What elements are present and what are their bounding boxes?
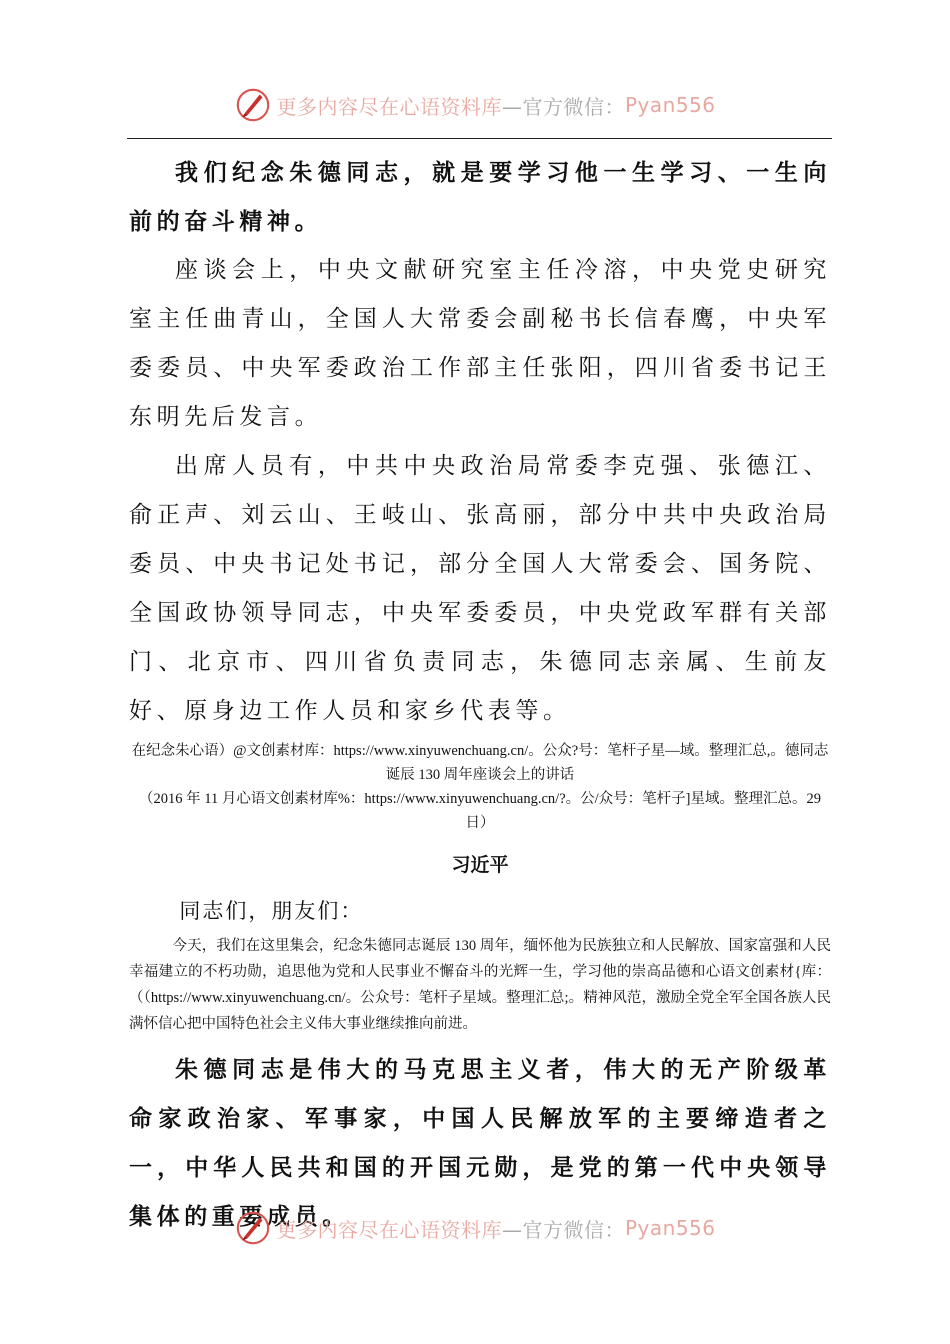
banner-wechat-label: —官方微信： — [501, 94, 625, 119]
speech-date-note: （2016 年 11 月心语文创素材库%：https://www.xinyuwenchuang.cn/?。公/众号：笔杆子]星域。整理汇总。29 日） — [139, 791, 821, 831]
paragraph-speakers: 座谈会上，中央文献研究室主任冷溶，中央党史研究室主任曲青山，全国人大常委会副秘书长信春鹰，中央军委委员、中央军委政治工作部主任张阳，四川省委书记王东明先后发言。 — [129, 257, 831, 430]
header-banner — [0, 80, 950, 130]
footer-banner — [0, 1203, 950, 1253]
paragraph-zhude-profile: 朱德同志是伟大的马克思主义者，伟大的无产阶级革命家政治家、军事家，中国人民解放军的主要缔造者之一，中华人民共和国的开国元勋，是党的第一代中央领导集体的重要成员。 — [129, 1056, 831, 1230]
paragraph-study-spirit: 我们纪念朱德同志，就是要学习他一生学习、一生向前的奋斗精神。 — [129, 159, 831, 235]
document-body — [129, 148, 831, 1241]
header-divider — [127, 138, 832, 139]
paragraph-opening: 今天，我们在这里集会，纪念朱德同志诞辰 130 周年，缅怀他为民族独立和人民解放、国家富强和人民幸福建立的不朽功勋，追思他为党和人民事业不懈奋斗的光辉一生，学习他的崇高品德和心语文创素材{库：（（https://www.xinyuwenchuang.cn/。公众号：笔杆子星域。整理汇总;。精神风范，激励全党全军全国各族人民满怀信心把中国特色社会主义伟大事业继续推向前进。 — [129, 938, 831, 1032]
banner-title: 更多内容尽在心语资料库 — [276, 94, 502, 119]
speech-author: 习近平 — [451, 854, 509, 876]
banner-wechat-id: Pyan556 — [624, 93, 716, 117]
paragraph-attendees: 出席人员有，中共中央政治局常委李克强、张德江、俞正声、刘云山、王岐山、张高丽，部分中共中央政治局委员、中央书记处书记，部分全国人大常委会、国务院、全国政协领导同志，中央军委委员，中央党政军群有关部门、北京市、四川省负责同志，朱德同志亲属、生前友好、原身边工作人员和家乡代表等。 — [129, 453, 831, 724]
speech-title-note: 在纪念朱心语）@文创素材库：https://www.xinyuwenchuang.cn/。公众?号：笔杆子星—域。整理汇总,。德同志诞辰 130 周年座谈会上的讲话 — [131, 743, 829, 783]
quill-circle-logo-icon — [234, 86, 272, 124]
banner-wechat-id: Pyan556 — [624, 1216, 716, 1240]
banner-title: 更多内容尽在心语资料库 — [276, 1217, 502, 1242]
greeting: 同志们，朋友们： — [179, 899, 364, 923]
quill-circle-logo-icon — [234, 1209, 272, 1247]
banner-wechat-label: —官方微信： — [501, 1217, 625, 1242]
